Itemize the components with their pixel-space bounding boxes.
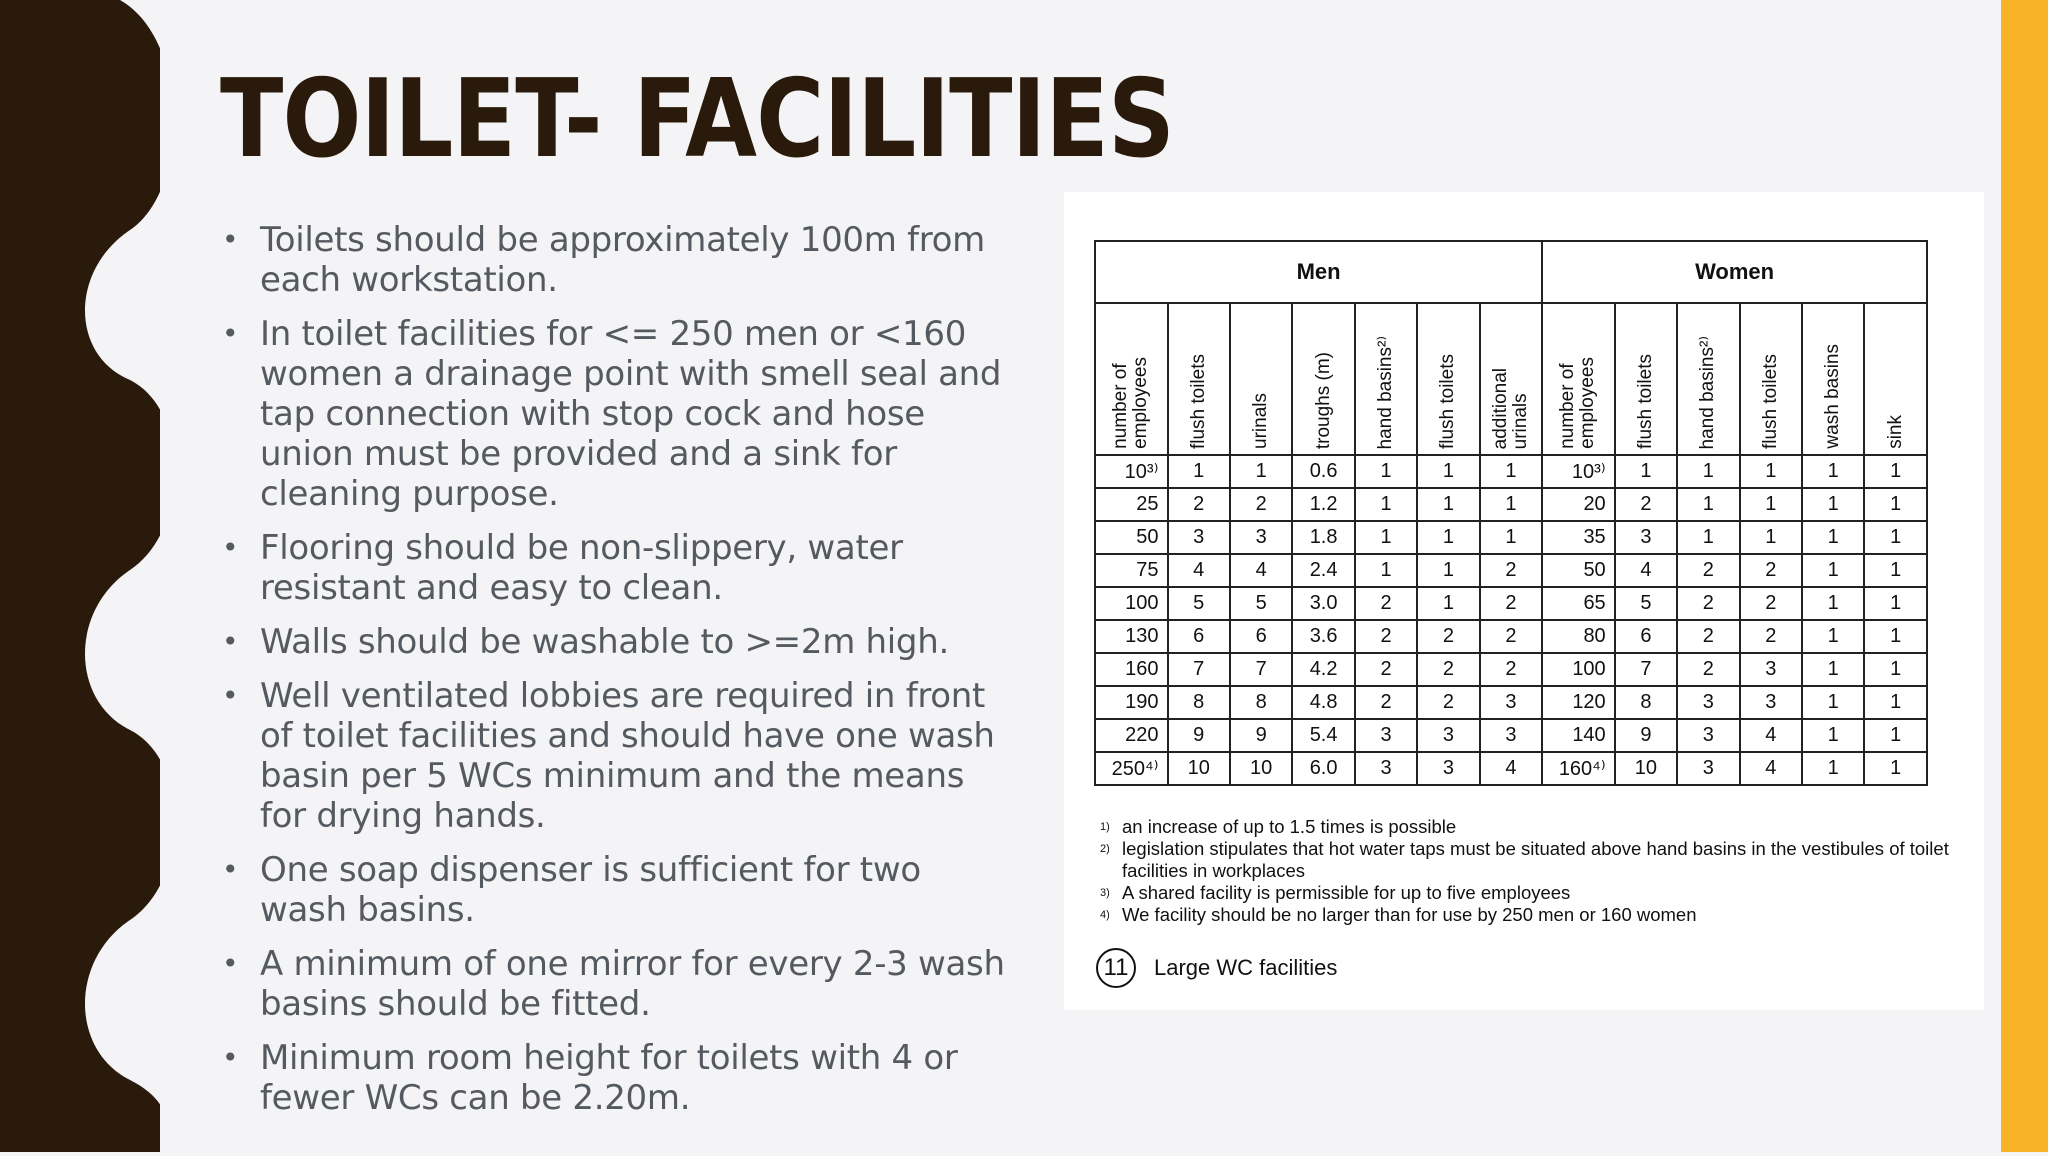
- table-cell: 2: [1417, 620, 1479, 653]
- table-cell: 7: [1230, 653, 1292, 686]
- footnote-text: We facility should be no larger than for use by 250 men or 160 women: [1122, 904, 1697, 925]
- bullet-dot: •: [222, 625, 239, 658]
- table-cell: 8: [1168, 686, 1230, 719]
- bullet-item: [218, 1038, 1018, 1118]
- column-header-label: flush toilets: [1759, 353, 1781, 449]
- table-cell: 10: [1615, 752, 1677, 785]
- table-cell: 2: [1615, 488, 1677, 521]
- table-cell: 1: [1740, 455, 1802, 488]
- table-cell: 1: [1802, 587, 1864, 620]
- column-header: [1677, 303, 1739, 455]
- table-cell: 8: [1230, 686, 1292, 719]
- table-cell: 2: [1677, 587, 1739, 620]
- table-cell: 50: [1542, 554, 1615, 587]
- table-cell: 1: [1677, 521, 1739, 554]
- table-cell: 2: [1355, 620, 1417, 653]
- table-cell: 160: [1095, 653, 1168, 686]
- table-cell: 1: [1355, 455, 1417, 488]
- table-cell: 80: [1542, 620, 1615, 653]
- table-cell: 50: [1095, 521, 1168, 554]
- table-cell: 8: [1615, 686, 1677, 719]
- bullet-item: [218, 944, 1018, 1024]
- table-cell: 10: [1168, 752, 1230, 785]
- table-cell: 2: [1740, 620, 1802, 653]
- table-cell: 2: [1740, 554, 1802, 587]
- column-header-label: troughs (m): [1312, 351, 1334, 449]
- table-cell: 3: [1355, 752, 1417, 785]
- figure-caption: [1096, 948, 1337, 988]
- wc-facilities-figure: [1064, 192, 1984, 1010]
- table-cell: 1: [1864, 752, 1927, 785]
- figure-caption-text: Large WC facilities: [1154, 955, 1338, 980]
- table-cell: 6: [1168, 620, 1230, 653]
- table-cell: 1.2: [1292, 488, 1354, 521]
- table-cell: 3: [1168, 521, 1230, 554]
- table-cell: 1: [1802, 752, 1864, 785]
- bullet-item: [218, 314, 1018, 514]
- table-cell: 3: [1355, 719, 1417, 752]
- table-cell: 2: [1417, 686, 1479, 719]
- table-cell: 1: [1802, 620, 1864, 653]
- footnote-marker: 1): [1100, 821, 1110, 833]
- table-cell: 3: [1480, 686, 1543, 719]
- column-header-label: sink: [1884, 415, 1906, 449]
- table-cell: 20: [1542, 488, 1615, 521]
- footnote-marker: 2): [1100, 843, 1110, 855]
- footnotes: [1100, 816, 1960, 926]
- table-cell: 4: [1615, 554, 1677, 587]
- table-cell: 1: [1417, 488, 1479, 521]
- table-cell: 9: [1615, 719, 1677, 752]
- table-cell: 1: [1864, 587, 1927, 620]
- table-cell: 160⁴⁾: [1542, 752, 1615, 785]
- table-row: [1095, 488, 1927, 521]
- table-cell: 1: [1864, 488, 1927, 521]
- table-cell: 1: [1355, 554, 1417, 587]
- table-cell: 9: [1230, 719, 1292, 752]
- table-cell: 1: [1864, 620, 1927, 653]
- table-row: [1095, 620, 1927, 653]
- column-header: [1740, 303, 1802, 455]
- table-cell: 3: [1677, 686, 1739, 719]
- bullet-text: Well ventilated lobbies are required in front of toilet facilities and should have one wash basin per 5 WCs minimum and the means for drying hands.: [260, 676, 995, 836]
- table-cell: 2: [1677, 653, 1739, 686]
- column-header: [1802, 303, 1864, 455]
- men-group-header: Men: [1095, 241, 1542, 303]
- footnote: [1100, 882, 1960, 904]
- table-cell: 1: [1480, 521, 1543, 554]
- table-cell: 75: [1095, 554, 1168, 587]
- table-cell: 4: [1168, 554, 1230, 587]
- table-cell: 5.4: [1292, 719, 1354, 752]
- column-header-label: wash basins: [1822, 344, 1844, 449]
- table-cell: 4.2: [1292, 653, 1354, 686]
- table-cell: 1: [1230, 455, 1292, 488]
- footnote-marker: 3): [1100, 887, 1110, 899]
- table-cell: 1: [1864, 554, 1927, 587]
- bullet-dot: •: [222, 853, 239, 886]
- table-cell: 2: [1355, 686, 1417, 719]
- table-cell: 2: [1740, 587, 1802, 620]
- table-cell: 1: [1864, 719, 1927, 752]
- column-header: [1292, 303, 1354, 455]
- column-header: [1542, 303, 1615, 455]
- slide-title: TOILET- FACILITIES: [220, 57, 1175, 182]
- table-cell: 1: [1802, 521, 1864, 554]
- table-cell: 1: [1355, 521, 1417, 554]
- wc-facilities-table: [1094, 240, 1928, 786]
- footnote-text: legislation stipulates that hot water taps must be situated above hand basins in the vestibules of toilet facilities in workplaces: [1122, 838, 1949, 881]
- table-cell: 120: [1542, 686, 1615, 719]
- table-cell: 2: [1230, 488, 1292, 521]
- bullet-dot: •: [222, 531, 239, 564]
- column-header-row: [1095, 303, 1927, 455]
- table-cell: 4.8: [1292, 686, 1354, 719]
- table-cell: 1: [1417, 587, 1479, 620]
- bullet-dot: •: [222, 679, 239, 712]
- table-cell: 2.4: [1292, 554, 1354, 587]
- table-cell: 25: [1095, 488, 1168, 521]
- bullet-item: [218, 622, 1018, 662]
- table-cell: 7: [1168, 653, 1230, 686]
- bullet-dot: •: [222, 223, 239, 256]
- column-header: [1615, 303, 1677, 455]
- table-cell: 4: [1740, 719, 1802, 752]
- table-cell: 1: [1417, 455, 1479, 488]
- table-cell: 1: [1864, 686, 1927, 719]
- table-cell: 1: [1802, 653, 1864, 686]
- table-row: [1095, 752, 1927, 785]
- table-cell: 1: [1740, 488, 1802, 521]
- column-header-label: additional urinals: [1489, 367, 1531, 449]
- table-cell: 6: [1615, 620, 1677, 653]
- footnote-marker: 4): [1100, 909, 1110, 921]
- table-cell: 1: [1802, 455, 1864, 488]
- table-cell: 1: [1740, 521, 1802, 554]
- table-cell: 2: [1355, 653, 1417, 686]
- table-cell: 140: [1542, 719, 1615, 752]
- table-cell: 6.0: [1292, 752, 1354, 785]
- table-cell: 1: [1864, 653, 1927, 686]
- table-cell: 1: [1864, 455, 1927, 488]
- table-cell: 1: [1802, 488, 1864, 521]
- table-cell: 3: [1740, 686, 1802, 719]
- table-cell: 3: [1677, 752, 1739, 785]
- table-cell: 220: [1095, 719, 1168, 752]
- bullet-text: One soap dispenser is sufficient for two wash basins.: [260, 850, 921, 930]
- table-cell: 3: [1740, 653, 1802, 686]
- table-cell: 3: [1677, 719, 1739, 752]
- table-cell: 100: [1095, 587, 1168, 620]
- bullet-dot: •: [222, 317, 239, 350]
- table-cell: 2: [1677, 620, 1739, 653]
- bullet-item: [218, 528, 1018, 608]
- table-row: [1095, 455, 1927, 488]
- bullet-list: [218, 220, 1018, 1132]
- table-cell: 1: [1615, 455, 1677, 488]
- table-cell: 65: [1542, 587, 1615, 620]
- table-cell: 2: [1355, 587, 1417, 620]
- table-row: [1095, 554, 1927, 587]
- table-cell: 6: [1230, 620, 1292, 653]
- table-cell: 7: [1615, 653, 1677, 686]
- table-row: [1095, 686, 1927, 719]
- table-cell: 3: [1417, 752, 1479, 785]
- table-cell: 2: [1480, 653, 1543, 686]
- bullet-dot: •: [222, 1041, 239, 1074]
- table-cell: 1: [1802, 554, 1864, 587]
- table-cell: 4: [1230, 554, 1292, 587]
- column-header-label: flush toilets: [1634, 353, 1656, 449]
- table-cell: 1: [1480, 488, 1543, 521]
- bullet-item: [218, 676, 1018, 836]
- bullet-text: Toilets should be approximately 100m from each workstation.: [260, 220, 985, 300]
- table-cell: 190: [1095, 686, 1168, 719]
- table-row: [1095, 587, 1927, 620]
- column-header-label: flush toilets: [1187, 353, 1209, 449]
- table-cell: 5: [1168, 587, 1230, 620]
- table-cell: 250⁴⁾: [1095, 752, 1168, 785]
- column-header: [1864, 303, 1927, 455]
- column-header-label: flush toilets: [1437, 353, 1459, 449]
- table-cell: 3: [1615, 521, 1677, 554]
- women-group-header: Women: [1542, 241, 1927, 303]
- table-cell: 10³⁾: [1542, 455, 1615, 488]
- table-cell: 1: [1480, 455, 1543, 488]
- table-cell: 2: [1480, 554, 1543, 587]
- table-row: [1095, 653, 1927, 686]
- table-cell: 3: [1417, 719, 1479, 752]
- bullet-text: Flooring should be non-slippery, water resistant and easy to clean.: [260, 528, 903, 608]
- table-cell: 1: [1355, 488, 1417, 521]
- column-header-label: number of employees: [1557, 357, 1599, 449]
- table-cell: 2: [1677, 554, 1739, 587]
- table-cell: 2: [1168, 488, 1230, 521]
- table-cell: 9: [1168, 719, 1230, 752]
- table-cell: 5: [1615, 587, 1677, 620]
- column-header: [1168, 303, 1230, 455]
- figure-number-badge: 11: [1096, 948, 1136, 988]
- table-row: [1095, 719, 1927, 752]
- table-cell: 1: [1677, 488, 1739, 521]
- table-cell: 2: [1417, 653, 1479, 686]
- footnote: [1100, 816, 1960, 838]
- table-cell: 10: [1230, 752, 1292, 785]
- table-cell: 3.6: [1292, 620, 1354, 653]
- table-cell: 1: [1677, 455, 1739, 488]
- column-header: [1417, 303, 1479, 455]
- table-cell: 4: [1740, 752, 1802, 785]
- table-cell: 35: [1542, 521, 1615, 554]
- table-cell: 3.0: [1292, 587, 1354, 620]
- table-row: [1095, 521, 1927, 554]
- table-cell: 1: [1864, 521, 1927, 554]
- column-header-label: number of employees: [1110, 357, 1152, 449]
- table-cell: 130: [1095, 620, 1168, 653]
- table-cell: 1.8: [1292, 521, 1354, 554]
- table-cell: 3: [1230, 521, 1292, 554]
- bullet-item: [218, 850, 1018, 930]
- table-cell: 2: [1480, 587, 1543, 620]
- column-header: [1480, 303, 1543, 455]
- table-cell: 0.6: [1292, 455, 1354, 488]
- column-header-label: hand basins²⁾: [1697, 335, 1719, 449]
- table-cell: 1: [1417, 554, 1479, 587]
- table-cell: 3: [1480, 719, 1543, 752]
- table-cell: 1: [1802, 686, 1864, 719]
- footnote-text: an increase of up to 1.5 times is possible: [1122, 816, 1457, 837]
- bullet-text: Walls should be washable to >=2m high.: [260, 622, 949, 662]
- column-header: [1095, 303, 1168, 455]
- table-cell: 1: [1417, 521, 1479, 554]
- left-decorative-band: [0, 0, 160, 1152]
- table-cell: 4: [1480, 752, 1543, 785]
- table-cell: 100: [1542, 653, 1615, 686]
- bullet-text: A minimum of one mirror for every 2-3 wash basins should be fitted.: [260, 944, 1005, 1024]
- footnote: [1100, 904, 1960, 926]
- bullet-dot: •: [222, 947, 239, 980]
- column-header-label: urinals: [1250, 393, 1272, 449]
- table-cell: 1: [1802, 719, 1864, 752]
- bullet-text: In toilet facilities for <= 250 men or <160 women a drainage point with smell seal and tap connection with stop cock and hose union must be provided and a sink for cleaning purpose.: [260, 314, 1002, 514]
- footnote-text: A shared facility is permissible for up to five employees: [1122, 882, 1571, 903]
- wavy-edge-graphic: [0, 0, 160, 1152]
- bullet-text: Minimum room height for toilets with 4 or fewer WCs can be 2.20m.: [260, 1038, 958, 1118]
- table-cell: 2: [1480, 620, 1543, 653]
- bullet-item: [218, 220, 1018, 300]
- table-cell: 5: [1230, 587, 1292, 620]
- right-accent-band: [2001, 0, 2048, 1152]
- column-header: [1230, 303, 1292, 455]
- column-header-label: hand basins²⁾: [1375, 335, 1397, 449]
- table-cell: 1: [1168, 455, 1230, 488]
- table-cell: 10³⁾: [1095, 455, 1168, 488]
- footnote: [1100, 838, 1960, 882]
- column-header: [1355, 303, 1417, 455]
